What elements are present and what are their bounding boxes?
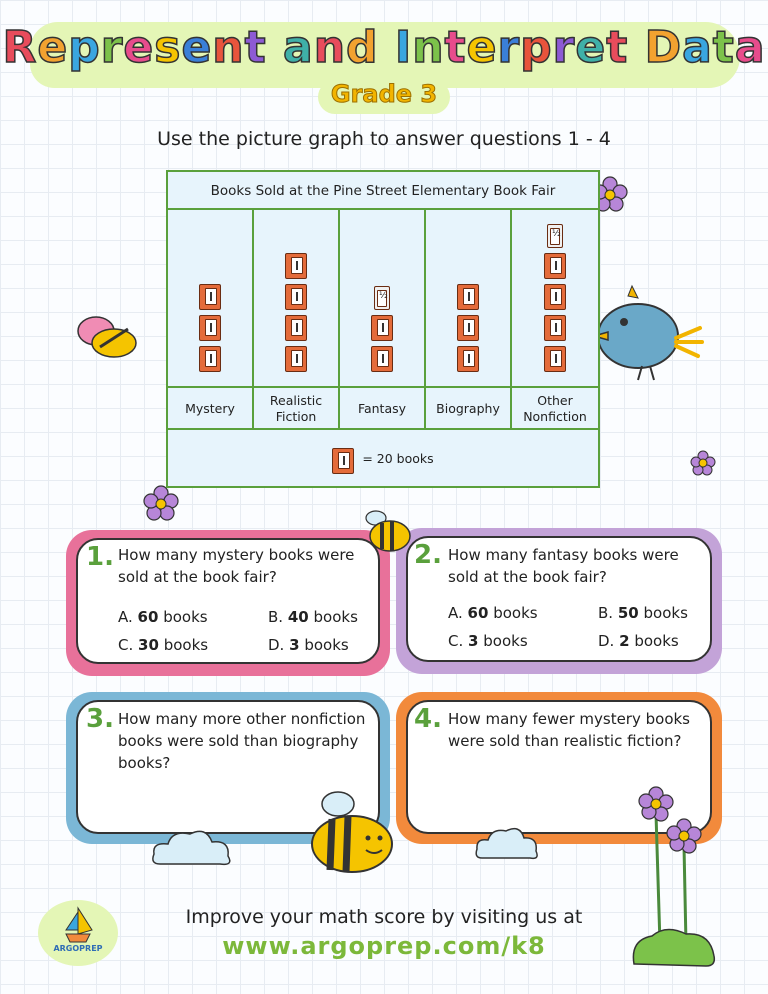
book-stack <box>168 210 252 388</box>
half-book-icon <box>547 224 563 248</box>
logo-text: ARGOPREP <box>53 944 103 953</box>
book-icon <box>285 346 307 372</box>
footer-text: Improve your math score by visiting us at <box>185 906 583 928</box>
key-label: = 20 books <box>362 450 434 466</box>
question-2-card <box>406 536 712 662</box>
book-icon <box>199 346 221 372</box>
question-2-option-c[interactable]: C. 3 books <box>448 632 528 650</box>
footer-url[interactable]: www.argoprep.com/k8 <box>222 932 546 960</box>
butterfly-icon <box>70 305 142 365</box>
graph-key <box>168 428 598 486</box>
book-stack <box>340 210 424 388</box>
book-icon <box>544 346 566 372</box>
graph-column <box>168 210 254 428</box>
flower-icon <box>143 485 179 521</box>
book-icon <box>544 253 566 279</box>
question-1-option-c[interactable]: C. 30 books <box>118 636 209 654</box>
book-icon <box>285 253 307 279</box>
question-3-number: 3. <box>86 704 114 734</box>
category-label: Other Nonfiction <box>523 393 587 424</box>
category-label: Mystery <box>185 401 235 416</box>
book-icon <box>199 315 221 341</box>
question-3-text: How many more other nonfiction books were sold than biography books? <box>118 710 366 772</box>
bee-icon <box>300 786 400 878</box>
book-icon <box>544 284 566 310</box>
half-book-icon <box>374 286 390 310</box>
book-icon <box>457 284 479 310</box>
question-1-option-b[interactable]: B. 40 books <box>268 608 358 626</box>
question-1-option-d[interactable]: D. 3 books <box>268 636 349 654</box>
cloud-icon <box>150 824 234 870</box>
book-stack <box>512 210 598 388</box>
book-icon <box>371 346 393 372</box>
category-label: Fantasy <box>357 401 407 416</box>
book-icon <box>332 448 354 474</box>
question-4-number: 4. <box>414 704 442 734</box>
question-1-option-a[interactable]: A. 60 books <box>118 608 208 626</box>
book-icon <box>285 284 307 310</box>
book-stack <box>254 210 338 388</box>
flower-icon <box>690 450 716 476</box>
book-icon <box>199 284 221 310</box>
question-2-option-d[interactable]: D. 2 books <box>598 632 679 650</box>
book-icon <box>285 315 307 341</box>
question-1-number: 1. <box>86 542 114 572</box>
graph-column <box>512 210 598 428</box>
question-1-text: How many mystery books were sold at the book fair? <box>118 546 355 586</box>
instructions: Use the picture graph to answer questions 1 - 4 <box>157 128 611 150</box>
book-icon <box>457 346 479 372</box>
category-label: Realistic Fiction <box>269 393 323 424</box>
cloud-icon <box>474 822 540 864</box>
book-stack <box>426 210 510 388</box>
category-label: Biography <box>436 401 500 416</box>
bird-icon <box>588 280 706 390</box>
question-2-text: How many fantasy books were sold at the book fair? <box>448 546 679 586</box>
grade-label: Grade 3 <box>330 80 438 108</box>
picture-graph <box>166 170 600 488</box>
question-1-card <box>76 538 380 664</box>
graph-column <box>340 210 426 428</box>
graph-column <box>254 210 340 428</box>
book-icon <box>457 315 479 341</box>
bee-icon <box>362 508 416 556</box>
graph-title: Books Sold at the Pine Street Elementary Book Fair <box>168 172 598 210</box>
book-icon <box>371 315 393 341</box>
page-title: Represent and Interpret Data <box>2 22 766 73</box>
question-4-text: How many fewer mystery books were sold than realistic fiction? <box>448 710 690 750</box>
graph-column <box>426 210 512 428</box>
book-icon <box>544 315 566 341</box>
question-2-number: 2. <box>414 540 442 570</box>
question-2-option-b[interactable]: B. 50 books <box>598 604 688 622</box>
question-2-option-a[interactable]: A. 60 books <box>448 604 538 622</box>
